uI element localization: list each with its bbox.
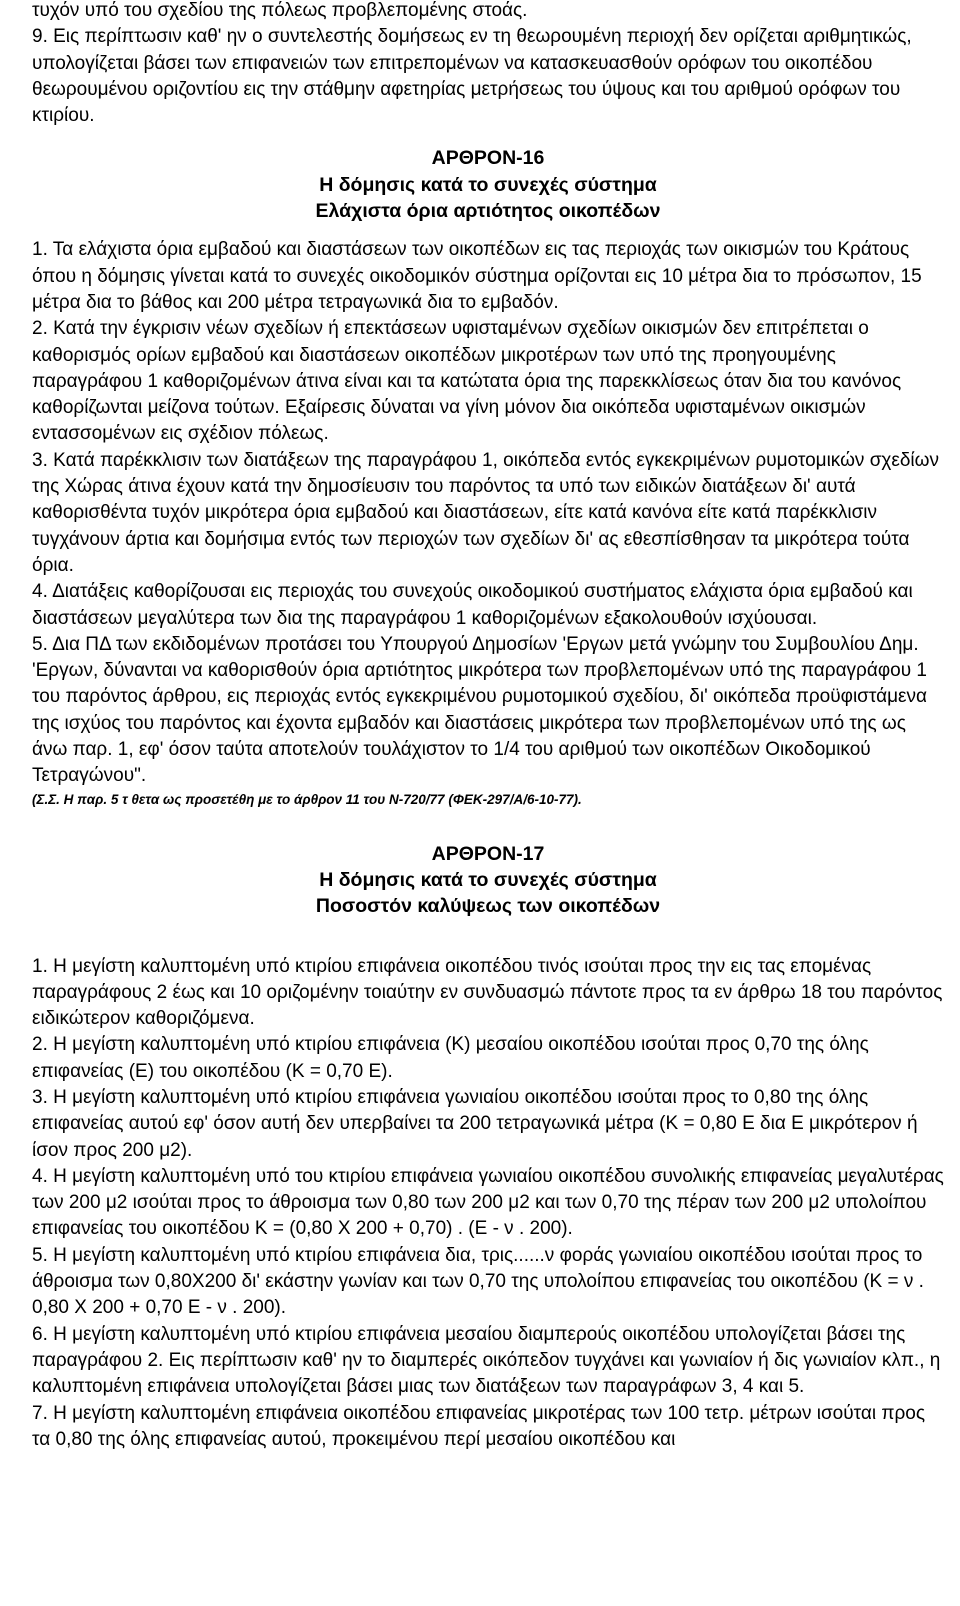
article-16-title: Ελάχιστα όρια αρτιότητος οικοπέδων xyxy=(315,200,661,223)
article-17-paragraph: 1. Η μεγίστη καλυπτομένη υπό κτιρίου επιφάνεια οικοπέδου τινός ισούται προς την εις τας επομένας παραγράφους 2 έως και 10 οριζομένην τοιαύτην εν συνδυασμώ πάντοτε προς τα εν άρθρω 18 του παρόντος ειδικώτερον καθοριζόμενα. xyxy=(32,955,943,1030)
article-16-heading xyxy=(32,145,944,224)
article-17-paragraph: 5. Η μεγίστη καλυπτομένη υπό κτιρίου επιφάνεια δια, τρις......ν φοράς γωνιαίου οικοπέδου ισούται προς το άθροισμα των 0,80Χ200 δι' εκάστην γωνίαν και των 0,70 της υπολοίπου επιφανείας του οικοπέδου (Κ = ν . 0,80 Χ 200 + 0,70 Ε - ν . 200). xyxy=(32,1244,924,1319)
article-16-subtitle: Η δόμησις κατά το συνεχές σύστημα xyxy=(319,173,657,196)
article-17-paragraph: 6. Η μεγίστη καλυπτομένη υπό κτιρίου επιφάνεια μεσαίου διαμπερούς οικοπέδου υπολογίζεται βάσει της παραγράφου 2. Εις περίπτωσιν καθ' ην το διαμπερές οικόπεδον τυγχάνει και γωνιαίον ή δις γωνιαίον κλπ., η καλυπτομένη επιφάνεια υπολογίζεται βάσει μιας των διατάξεων των παραγράφων 3, 4 και 5. xyxy=(32,1323,941,1398)
editor-note: (Σ.Σ. Η παρ. 5 τ θετα ως προσετέθη με το άρθρον 11 του Ν-720/77 (ΦΕΚ-297/Α/6-10-77). xyxy=(32,791,582,807)
article-17-paragraph: 7. Η μεγίστη καλυπτομένη επιφάνεια οικοπέδου επιφανείας μικροτέρας των 100 τετρ. μέτρων ισούται προς τα 0,80 της όλης επιφανείας αυτού, προκειμένου περί μεσαίου οικοπέδου και xyxy=(32,1402,925,1450)
article-16-body xyxy=(32,237,944,808)
article-16-paragraph: 2. Κατά την έγκρισιν νέων σχεδίων ή επεκτάσεων υφισταμένων σχεδίων οικισμών δεν επιτρέπεται ο καθορισμός ορίων εμβαδού και διαστάσεων οικοπέδων μικροτέρων των υπό της προηγουμένης παραγράφου 1 καθοριζομένων άτινα είναι και τα κατώτατα όρια της παρεκκλίσεως όταν δια του κανόνος καθορίζωνται μείζονα τούτων. Εξαίρεσις δύναται να γίνη μόνον δια οικόπεδα υφισταμένων οικισμών εντασσομένων εις σχέδιον πόλεως. xyxy=(32,318,902,445)
article-16-paragraph: 4. Διατάξεις καθορίζουσαι εις περιοχάς του συνεχούς οικοδομικού συστήματος ελάχιστα όρια εμβαδού και διαστάσεων μεγαλύτερα των δια της παραγράφου 1 καθοριζομένων εξακολουθούν ισχύουσαι. xyxy=(32,581,913,629)
article-17-body xyxy=(32,954,944,1454)
article-16-paragraph: 5. Δια ΠΔ των εκδιδομένων προτάσει του Υπουργού Δημοσίων 'Εργων μετά γνώμην του Συμβουλίου Δημ. 'Εργων, δύνανται να καθορισθούν όρια αρτιότητος μικρότερα των προβλεπομένων υπό της παραγράφου 1 του παρόντος άρθρου, εις περιοχάς εντός εγκεκριμένου ρυμοτομικού σχεδίου, δι' οικόπεδα προϋφιστάμενα της ισχύος του παρόντος και έχοντα εμβαδόν και διαστάσεις μικρότερα των προβλεπομένων υπό της ως άνω παρ. 1, εφ' όσον ταύτα αποτελούν τουλάχιστον το 1/4 του αριθμού των οικοπέδων Οικοδομικού Τετραγώνου". xyxy=(32,633,928,787)
intro-paragraph-9: 9. Εις περίπτωσιν καθ' ην ο συντελεστής δομήσεως εν τη θεωρουμένη περιοχή δεν ορίζεται αριθμητικώς, υπολογίζεται βάσει των επιφανειών των επιτρεπομένων να κατασκευασθούν ορόφων του οικοπέδου θεωρουμένου οριζοντίου εις την στάθμην αφετηρίας μετρήσεως του ύψους και του αριθμού ορόφων του κτιρίου. xyxy=(32,26,912,127)
article-16-paragraph: 1. Τα ελάχιστα όρια εμβαδού και διαστάσεων των οικοπέδων εις τας περιοχάς των οικισμών του Κράτους όπου η δόμησις γίνεται κατά το συνεχές οικοδομικόν σύστημα ορίζονται εις 10 μέτρα δια το πρόσωπον, 15 μέτρα δια το βάθος και 200 μέτρα τετραγωνικά δια το εμβαδόν. xyxy=(32,239,922,313)
article-17-number: ΑΡΘΡΟΝ-17 xyxy=(431,842,545,865)
intro-paragraph-continuation: τυχόν υπό του σχεδίου της πόλεως προβλεπομένης στοάς. xyxy=(32,0,528,21)
article-17-heading xyxy=(32,841,944,920)
article-17-subtitle: Η δόμησις κατά το συνεχές σύστημα xyxy=(319,868,657,891)
article-16-number: ΑΡΘΡΟΝ-16 xyxy=(431,147,545,170)
article-17-paragraph: 2. Η μεγίστη καλυπτομένη υπό κτιρίου επιφάνεια (Κ) μεσαίου οικοπέδου ισούται προς 0,70 της όλης επιφανείας (Ε) του οικοπέδου (Κ = 0,70 Ε). xyxy=(32,1034,869,1082)
article-16-paragraph: 3. Κατά παρέκκλισιν των διατάξεων της παραγράφου 1, οικόπεδα εντός εγκεκριμένων ρυμοτομικών σχεδίων της Χώρας άτινα έχουν κατά την δημοσίευσιν του παρόντος τα υπό των ειδικών διατάξεων δι' αυτά καθορισθέντα τυχόν μικρότερα όρια εμβαδού και διαστάσεων, είτε κατά κανόνα είτε κατά παρέκκλισιν τυγχάνουν άρτια και δομήσιμα εντός των περιοχών των σχεδίων δι' ας εθεσπίσθησαν τα μικρότερα τούτα όρια. xyxy=(32,449,939,576)
article-17-paragraph: 3. Η μεγίστη καλυπτομένη υπό κτιρίου επιφάνεια γωνιαίου οικοπέδου ισούται προς το 0,80 της όλης επιφανείας αυτού εφ' όσον αυτή δεν υπερβαίνει τα 200 τετραγωνικά μέτρα (Κ = 0,80 Ε δια Ε μικρότερον ή ίσον προς 200 μ2). xyxy=(32,1086,918,1161)
article-17-paragraph: 4. Η μεγίστη καλυπτομένη υπό του κτιρίου επιφάνεια γωνιαίου οικοπέδου συνολικής επιφανείας μεγαλυτέρας των 200 μ2 ισούται προς το άθροισμα των 0,80 των 200 μ2 και των 0,70 της πέραν των 200 μ2 υπολοίπου επιφανείας του οικοπέδου Κ = (0,80 Χ 200 + 0,70) . (Ε - ν . 200). xyxy=(32,1165,944,1240)
document-page xyxy=(32,0,944,1453)
article-17-title: Ποσοστόν καλύψεως των οικοπέδων xyxy=(315,895,661,918)
